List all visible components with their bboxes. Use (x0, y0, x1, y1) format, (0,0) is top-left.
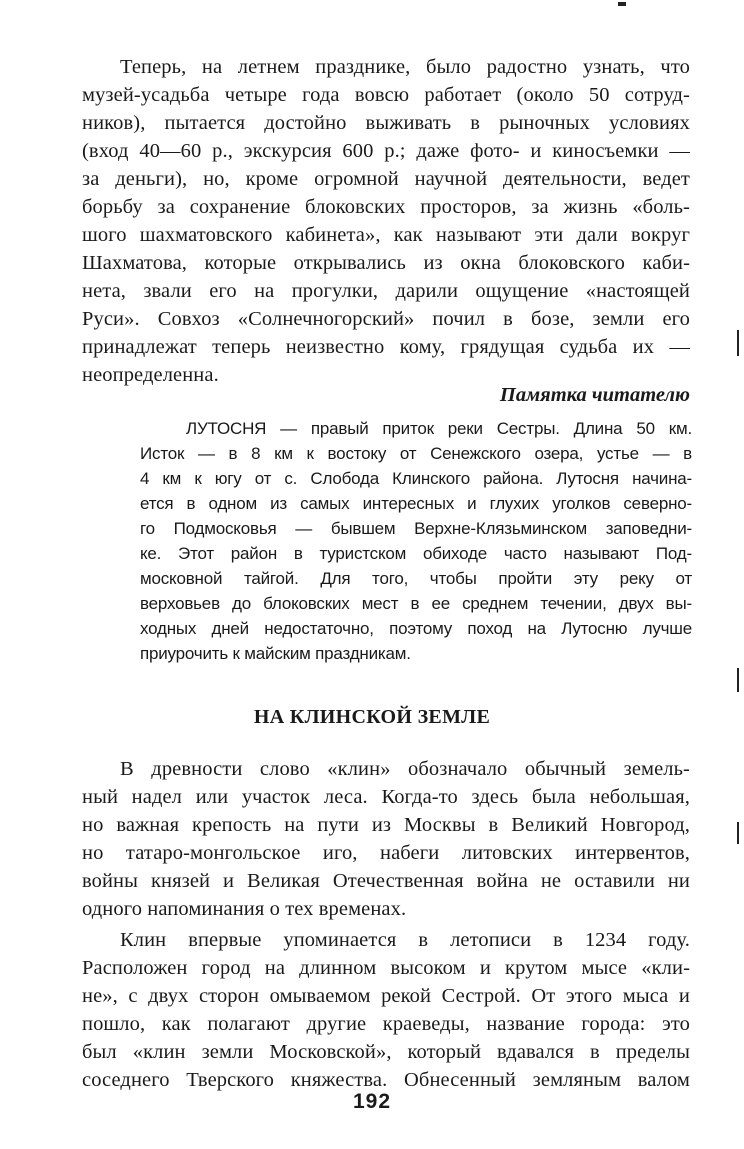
text-line: войны князей и Великая Отечественная война не оставили ни (82, 870, 690, 892)
memo-line: ходных дней недостаточно, поэтому поход на Лутосню лучше (140, 619, 692, 638)
page-number: 192 (352, 1090, 392, 1113)
text-line: принадлежат теперь неизвестно кому, грядущая судьба их — (82, 336, 690, 358)
memo-line: верховьев до блоковских мест в ее среднем течении, двух вы- (140, 594, 692, 613)
text-line: был «клин земли Московской», который вдавался в пределы (82, 1041, 690, 1063)
text-line: Шахматова, которые открывались из окна блоковского каби- (82, 252, 690, 274)
text-line: за деньги), но, кроме огромной научной деятельности, ведет (82, 168, 690, 190)
text-line: соседнего Тверского княжества. Обнесенный земляным валом (82, 1069, 690, 1091)
memo-line: московной тайгой. Для того, чтобы пройти эту реку от (140, 569, 692, 588)
text-line: но татаро-монгольское иго, набеги литовских интервентов, (82, 842, 690, 864)
memo-line: Исток — в 8 км к востоку от Сенежского озера, устье — в (140, 444, 692, 463)
text-line: пошло, как полагают другие краеведы, название города: это (82, 1013, 690, 1035)
text-line: ный надел или участок леса. Когда-то здесь была небольшая, (82, 786, 690, 808)
text-line: Теперь, на летнем празднике, было радостно узнать, что (120, 56, 690, 78)
text-line: Руси». Совхоз «Солнечногорский» почил в бозе, земли его (82, 308, 690, 330)
text-line: Расположен город на длинном высоком и крутом мысе «кли- (82, 957, 690, 979)
scan-artifact-right-2 (737, 668, 739, 692)
text-line: одного напоминания о тех временах. (82, 898, 407, 920)
memo-line: го Подмосковья — бывшем Верхне-Клязьминском заповедни- (140, 519, 692, 538)
text-line: но важная крепость на пути из Москвы в Великий Новгород, (82, 814, 690, 836)
memo-line: 4 км к югу от с. Слобода Клинского района. Лутосня начина- (140, 469, 692, 488)
memo-line: ется в одном из самых интересных и глухих уголков северно- (140, 494, 692, 513)
memo-line: ЛУТОСНЯ — правый приток реки Сестры. Длина 50 км. (186, 419, 692, 438)
memo-title: Памятка читателю (499, 384, 690, 406)
text-line: ников), пытается достойно выживать в рыночных условиях (82, 112, 690, 134)
text-line: нета, звали его на прогулки, дарили ощущение «настоящей (82, 280, 690, 302)
text-line: борьбу за сохранение блоковских просторов, за жизнь «боль- (82, 196, 690, 218)
text-line: не», с двух сторон омываемом рекой Сестрой. От этого мыса и (82, 985, 690, 1007)
scan-artifact-top (618, 2, 626, 6)
text-line: В древности слово «клин» обозначало обычный земель- (120, 758, 690, 780)
memo-line: ке. Этот район в туристском обиходе часто называют Под- (140, 544, 692, 563)
memo-line: приурочить к майским праздникам. (140, 644, 411, 663)
text-line: музей-усадьба четыре года вовсю работает (около 50 сотруд- (82, 84, 690, 106)
text-line: шого шахматовского кабинета», как называют эти дали вокруг (82, 224, 690, 246)
scan-artifact-right-1 (737, 330, 739, 356)
section-heading: НА КЛИНСКОЙ ЗЕМЛЕ (253, 706, 491, 728)
scan-artifact-right-3 (737, 822, 739, 844)
text-line: неопределенна. (82, 364, 219, 386)
text-line: (вход 40—60 р., экскурсия 600 р.; даже фото- и киносъемки — (82, 140, 690, 162)
text-line: Клин впервые упоминается в летописи в 1234 году. (120, 929, 690, 951)
